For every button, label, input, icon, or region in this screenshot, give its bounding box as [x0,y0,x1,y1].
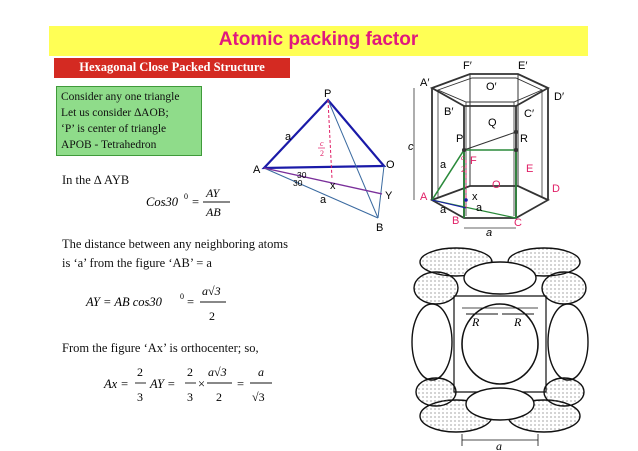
eq3-lhs: Ax = [104,377,129,391]
distance-line-2: is ‘a’ from the figure ‘AB’ = a [62,256,212,270]
label-d: D [552,183,560,195]
label-a-dimension: a [496,439,502,451]
eq3-f4den: √3 [252,390,265,404]
in-triangle-text: In the ∆ AYB [62,173,130,187]
note-line: APOB - Tetrahedron [61,139,157,151]
note-line: ‘P’ is center of triangle [61,123,167,135]
label-a-prime: A′ [420,77,430,89]
line-ay [264,168,382,194]
note-box [56,86,202,156]
equation-ax [104,362,294,412]
hcp-sphere-packing-diagram [410,244,590,451]
subtitle: Hexagonal Close Packed Structure [79,60,265,74]
equation-ay [86,282,236,330]
label-a-bottom: a [440,204,447,216]
label-p: P [456,133,464,145]
label-a-base: a [320,194,327,206]
triangle-apo [264,100,384,168]
label-a-inner: a [476,202,483,214]
label-a-dim: a [486,227,493,239]
label-c-prime: C′ [524,108,535,120]
svg-text:=: = [187,295,195,309]
label-a: A [420,191,428,203]
eq2-lhs: AY = AB cos30 [86,295,162,309]
eq1-den: AB [206,205,221,219]
label-o: O [492,179,501,191]
label-f: F [470,155,477,167]
eq1-sup: 0 [184,192,188,201]
line-ab [264,168,378,218]
distance-line-1: The distance between any neighboring atoms [62,237,288,251]
label-d-prime: D′ [554,91,565,103]
eq1-num: AY [206,186,220,200]
label-q: Q [488,117,497,129]
eq1-lhs: Cos30 [146,195,178,209]
note-line: Let us consider ∆AOB; [61,107,169,119]
eq3-f3num: a√3 [208,365,227,379]
eq2-sup: 0 [180,292,184,301]
label-cfrac-den: 2 [461,165,465,174]
eq3-mid: AY = [150,377,176,391]
eq3-f2num: 2 [187,365,193,379]
label-x: x [330,180,336,192]
label-angle-2: 30 [293,178,303,188]
label-o-prime: O′ [486,81,497,93]
label-o: O [386,159,395,171]
label-b-prime: B′ [444,106,454,118]
label-cfrac-num: c [461,153,465,162]
line-pb [328,100,378,218]
label-e-prime: E′ [518,60,528,72]
equation-cos30 [146,186,246,226]
title-bar [49,26,588,56]
eq2-den: 2 [209,309,215,323]
label-a: A [253,164,261,176]
orthocenter-text: From the figure ‘Ax’ is orthocenter; so, [62,341,259,355]
label-angle-1: 30 [297,170,307,180]
page-title: Atomic packing factor [218,29,419,50]
eq3-f1den: 3 [137,390,143,404]
eq3-f1num: 2 [137,365,143,379]
eq3-f3den: 2 [216,390,222,404]
label-a-side: a [285,131,292,143]
hcp-unit-cell-diagram [408,60,588,239]
label-r-2: R [514,315,522,329]
svg-text:=: = [192,195,200,209]
label-y: Y [385,190,393,202]
subtitle-banner [54,58,290,78]
label-c: C [514,217,522,229]
label-e: E [526,163,534,175]
eq3-f2den: 3 [187,390,193,404]
eq2-num: a√3 [202,284,221,298]
eq3-eq: = [237,377,245,391]
line-ob [378,166,384,218]
label-a-side: a [440,159,447,171]
label-b: B [452,215,460,227]
label-f-prime: F′ [463,60,472,72]
label-r: R [520,133,528,145]
label-r-1: R [472,315,480,329]
label-b: B [376,222,384,234]
eq3-times: × [198,377,206,391]
eq3-f4num: a [258,365,264,379]
label-x: x [472,191,478,203]
label-c: c [320,139,324,148]
tetrahedron-diagram [250,88,410,238]
label-p: P [324,88,332,100]
label-c-height: c [408,141,414,153]
note-line: Consider any one triangle [61,91,180,103]
label-2: 2 [320,149,324,158]
